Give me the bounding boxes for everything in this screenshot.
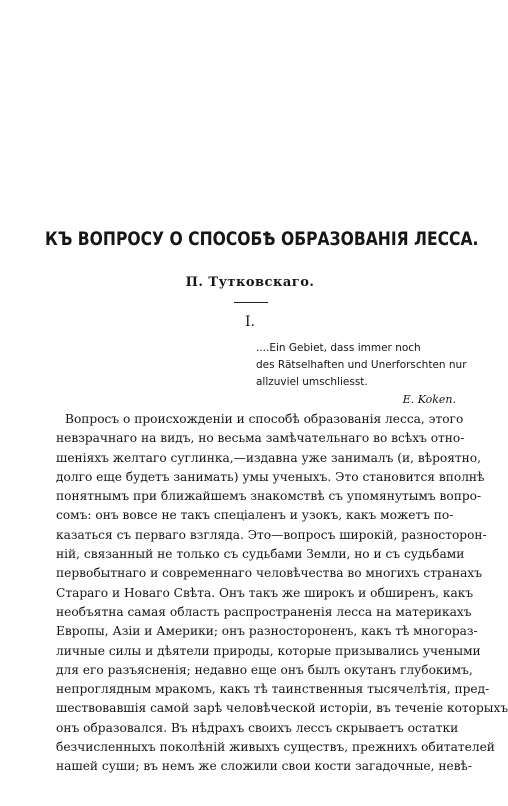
- text-line: личные силы и дѣятели природы, которые призывались учеными: [56, 643, 481, 658]
- epigraph-line: ....Ein Gebiet, dass immer noch: [256, 342, 421, 354]
- text-line: понятнымъ при ближайшемъ знакомствѣ съ упомянутымъ вопро-: [56, 489, 482, 504]
- text-line: для его разъясненія; недавно еще онъ былъ окутанъ глубокимъ,: [56, 662, 473, 677]
- text-line: первобытнаго и современнаго человѣчества во многихъ странахъ: [56, 566, 483, 581]
- epigraph-line: des Rätselhaften und Unerforschten nur: [256, 359, 467, 371]
- text-line: ній, связанный не только съ судьбами Земли, но и съ судьбами: [56, 547, 465, 562]
- article-title: КЪ ВОПРОСУ О СПОСОБѢ ОБРАЗОВАНІЯ ЛЕССА.: [45, 228, 479, 250]
- epigraph: [256, 340, 467, 408]
- epigraph-line: allzuviel umschliesst.: [256, 376, 368, 388]
- text-line: онъ образовался. Въ нѣдрахъ своихъ лессъ скрываетъ остатки: [56, 720, 459, 735]
- text-line: шествовавшія самой зарѣ человѣческой исторіи, въ теченіе которыхъ: [56, 701, 508, 716]
- epigraph-signature: E. Koken.: [402, 393, 456, 406]
- text-line: Европы, Азіи и Америки; онъ разностороненъ, какъ тѣ многораз-: [56, 624, 478, 639]
- text-line: непроглядным мракомъ, какъ тѣ таинственныя тысячелѣтія, пред-: [56, 682, 490, 697]
- text-line: необъятна самая область распространенія лесса на материкахъ: [56, 604, 472, 619]
- text-line: Вопросъ о происхожденіи и способѣ образованія лесса, этого: [65, 412, 464, 426]
- text-line: долго еще будетъ занимать) умы ученыхъ. Это становится вполнѣ: [56, 469, 485, 484]
- text-line: шеніяхъ желтаго суглинка,—издавна уже занималъ (и, вѣроятно,: [56, 450, 481, 465]
- text-line: сомъ: онъ вовсе не такъ спеціаленъ и узокъ, какъ можетъ по-: [56, 508, 454, 523]
- title-divider: [234, 302, 268, 303]
- text-line: казаться съ перваго взгляда. Это—вопросъ широкій, разносторон-: [56, 527, 487, 542]
- text-line: нашей суши; въ немъ же сложили свои кости загадочные, невѣ-: [56, 759, 473, 774]
- section-number: I.: [245, 314, 255, 330]
- text-line: Стараго и Новаго Свѣта. Онъ такъ же широкъ и обширенъ, какъ: [56, 585, 474, 600]
- author-name: П. Тутковскаго.: [185, 275, 315, 290]
- text-line: невзрачнаго на видъ, но весьма замѣчательнаго во всѣхъ отно-: [56, 431, 465, 446]
- text-line: безчисленныхъ поколѣній живыхъ существъ, прежнихъ обитателей: [56, 740, 495, 755]
- body-paragraph: [56, 410, 508, 777]
